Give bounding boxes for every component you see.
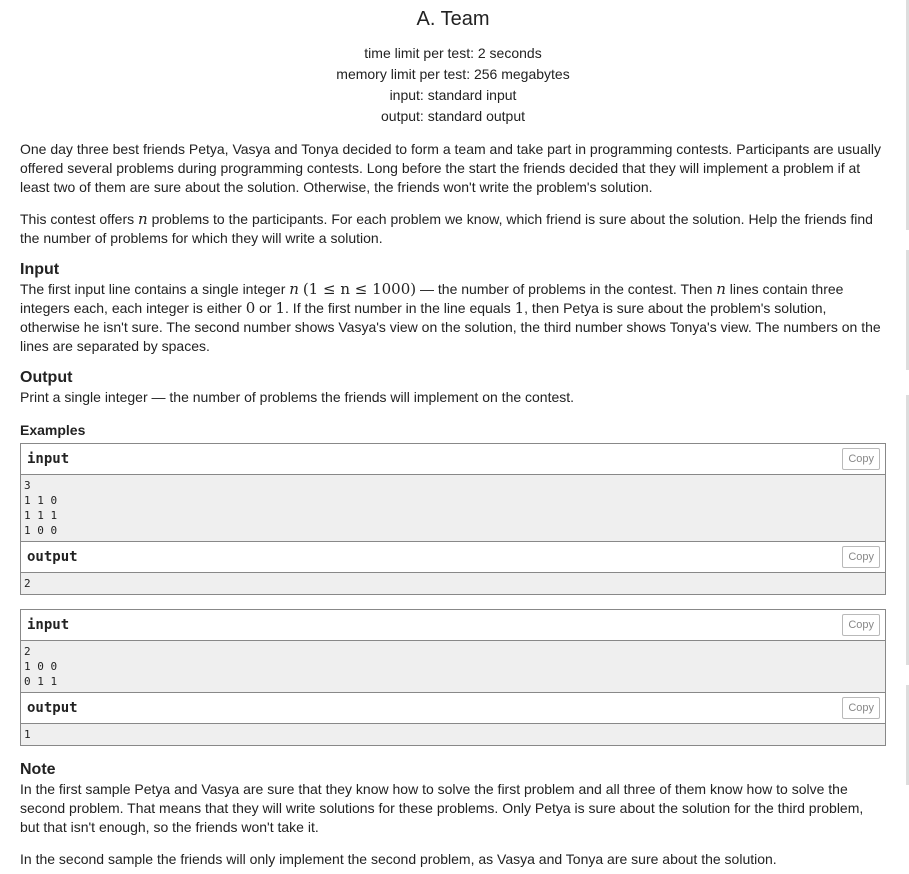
sample-test	[20, 609, 886, 746]
sample-tests	[20, 421, 886, 746]
time-limit: time limit per test: 2 seconds	[364, 45, 542, 61]
output-spec-text: Print a single integer — the number of problems the friends will implement on the contest.	[20, 389, 575, 405]
sample-input: 3 1 1 0 1 1 1 1 0 0	[21, 475, 885, 541]
legend-paragraph-1: One day three best friends Petya, Vasya and Tonya decided to form a team and take part in programming contests. Participants are usually offered several problems during programming contests. Long before the start the friends decided that they will implement a problem if at least two of them are sure about the solution. Otherwise, the friends won't write the problem's solution.	[20, 141, 881, 195]
output-header: output Copy	[21, 692, 885, 724]
problem-header	[20, 7, 886, 127]
sample-input: 2 1 0 0 0 1 1	[21, 641, 885, 692]
legend-paragraph-2: This contest offers n problems to the participants. For each problem we know, which friend is sure about the solution. Help the friends find the number of problems for which they will write a solution.	[20, 210, 873, 246]
input-file: input: standard input	[389, 87, 517, 103]
output-file: output: standard output	[381, 108, 525, 124]
copy-output-button[interactable]: Copy	[842, 697, 880, 719]
copy-input-button[interactable]: Copy	[842, 448, 880, 470]
note-paragraph-1: In the first sample Petya and Vasya are sure that they know how to solve the first problem and all three of them know how to solve the second problem. That means that they will write solutions for these problems. Only Petya is sure about the solution for the third problem, but that isn't enough, so the friends won't take it.	[20, 781, 864, 835]
sample-test	[20, 443, 886, 595]
input-section-title: Input	[20, 261, 60, 278]
output-section-title: Output	[20, 369, 73, 386]
problem-statement	[20, 0, 886, 869]
problem-title: A. Team	[416, 8, 490, 30]
sample-output: 2	[21, 573, 885, 594]
input-specification	[20, 260, 886, 356]
output-header: output Copy	[21, 541, 885, 573]
problem-legend	[20, 140, 886, 248]
input-header: input Copy	[21, 610, 885, 641]
copy-output-button[interactable]: Copy	[842, 546, 880, 568]
memory-limit: memory limit per test: 256 megabytes	[336, 66, 570, 82]
note-paragraph-2: In the second sample the friends will only implement the second problem, as Vasya and Tonya are sure about the solution.	[20, 851, 777, 867]
sample-output: 1	[21, 724, 885, 745]
input-spec-text: The first input line contains a single integer n (1 ≤ n ≤ 1000) — the number of problems in the contest. Then n lines contain three integers each, each integer is either 0 or 1. If the first number in the line equals 1, then Petya is sure about the problem's solution, otherwise he isn't sure. The second number shows Vasya's view on the solution, the third number shows Tonya's view. The numbers on the lines are separated by spaces.	[20, 280, 881, 354]
note-section	[20, 760, 886, 869]
copy-input-button[interactable]: Copy	[842, 614, 880, 636]
note-title: Note	[20, 761, 56, 778]
output-specification	[20, 368, 886, 407]
examples-title: Examples	[20, 422, 86, 438]
n-range: (1 ≤ n ≤ 1000)	[302, 280, 417, 298]
input-header: input Copy	[21, 444, 885, 475]
